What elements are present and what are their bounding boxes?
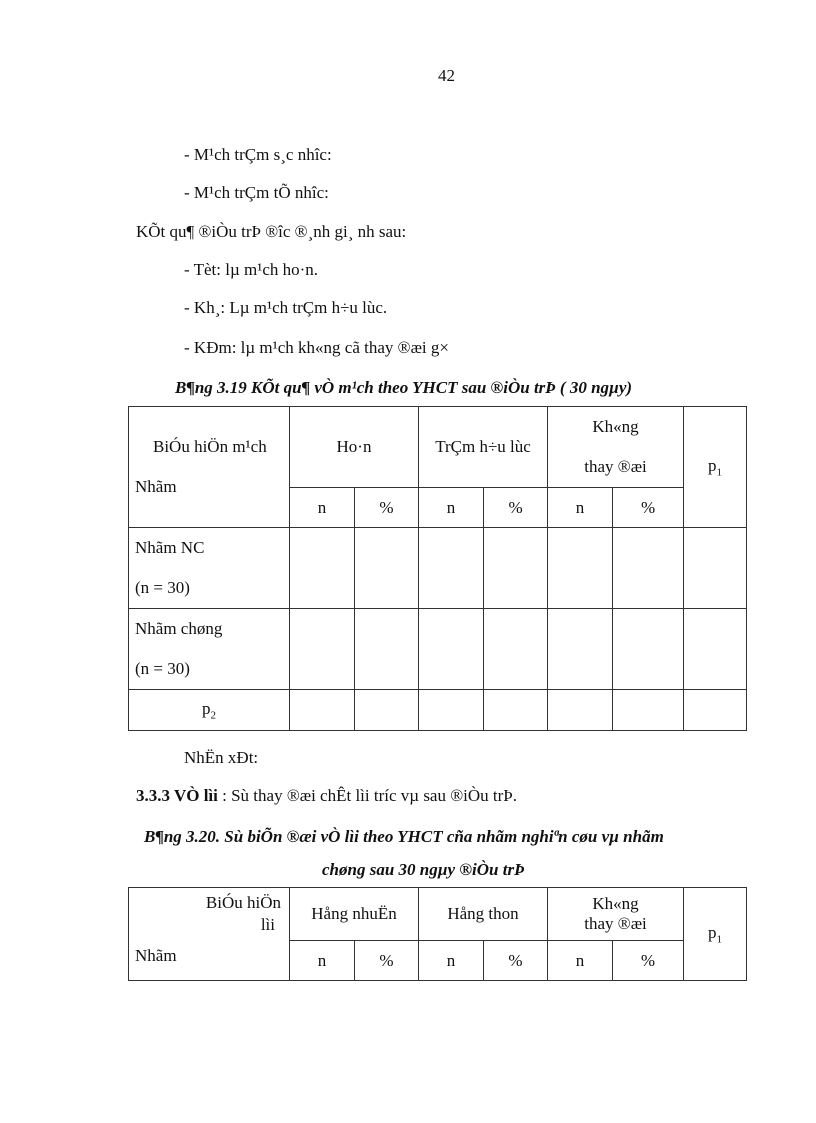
table-cell: [684, 528, 747, 609]
table2-n-header: n: [548, 941, 613, 981]
table-cell: [548, 690, 613, 731]
text-line: - KÐm: lµ m¹ch kh«ng cã thay ®æi g×: [184, 338, 449, 357]
table2-n-header: n: [290, 941, 355, 981]
table2-caption-line1: B¶ng 3.20. Sù biÕn ®æi vÒ lìi theo YHCT cña nhãm nghiªn cøu vµ nhãm: [144, 827, 664, 846]
table-cell: [613, 528, 684, 609]
text-line: - Tèt: lµ m¹ch ho·n.: [184, 260, 319, 279]
table-cell: [484, 528, 548, 609]
section-text: : Sù thay ®æi chÊt lìi tríc vµ sau ®iÒu trÞ.: [217, 786, 517, 805]
text-line: - M¹ch trÇm tÕ nhîc:: [184, 183, 329, 202]
table-cell: [290, 609, 355, 690]
table-cell: [355, 609, 419, 690]
table2-caption-line2: chøng sau 30 ngµy ®iÒu trÞ: [322, 860, 525, 879]
table-cell: [684, 609, 747, 690]
table-cell: [484, 609, 548, 690]
table1-n-header: n: [419, 488, 484, 528]
text-line: KÕt qu¶ ®iÒu trÞ ®îc ®¸nh gi¸ nh sau:: [136, 222, 407, 241]
table-cell: [290, 528, 355, 609]
table-cell: [355, 690, 419, 731]
page-number: 42: [438, 66, 455, 85]
table1-pct-header: %: [355, 488, 419, 528]
table1-n-header: n: [548, 488, 613, 528]
table1-n-header: n: [290, 488, 355, 528]
table1-group-header: Ho·n: [290, 407, 419, 488]
table2-pct-header: %: [355, 941, 419, 981]
table-cell: [484, 690, 548, 731]
table-cell: [290, 690, 355, 731]
table2-group-header: Hång nhuËn: [290, 888, 419, 941]
table2-pct-header: %: [613, 941, 684, 981]
table2-p1-header: $p_1$: [684, 888, 747, 981]
text-line: - M¹ch trÇm s¸c nhîc:: [184, 145, 332, 164]
text-line: - Kh¸: Lµ m¹ch trÇm h÷u lùc.: [184, 298, 388, 317]
table-cell: [613, 609, 684, 690]
table1-pct-header: %: [484, 488, 548, 528]
table-cell: [419, 609, 484, 690]
remark-label: NhËn xÐt:: [184, 748, 259, 767]
table1-corner-bottom: Nhãm: [135, 477, 177, 496]
table2-corner-top: BiÓu hiÖn: [205, 893, 281, 912]
table2: [128, 887, 747, 981]
table1-row-header: Nhãm NC (n = 30): [129, 528, 290, 609]
table-cell: [419, 690, 484, 731]
table1-row-header: Nhãm chøng (n = 30): [129, 609, 290, 690]
table-cell: [684, 690, 747, 731]
section-heading: [136, 786, 517, 806]
table1-caption: B¶ng 3.19 KÕt qu¶ vÒ m¹ch theo YHCT sau ®iÒu trÞ ( 30 ngµy): [175, 378, 633, 397]
table2-n-header: n: [419, 941, 484, 981]
table2-group-header: Kh«ng thay ®æi: [548, 888, 684, 941]
section-number: 3.3.3 VÒ lìi: [136, 786, 218, 805]
table-cell: [548, 609, 613, 690]
table1-group-header: TrÇm h÷u lùc: [419, 407, 548, 488]
table-cell: [548, 528, 613, 609]
table-cell: [613, 690, 684, 731]
table2-corner-cell: [129, 888, 290, 981]
table1-group-header: Kh«ng thay ®æi: [548, 407, 684, 488]
table2-corner-top: lìi: [260, 915, 275, 934]
table1-corner-top: BiÓu hiÖn m¹ch: [153, 437, 267, 456]
table-cell: [419, 528, 484, 609]
table1-p1-header: $p_1$: [684, 407, 747, 528]
table1-pct-header: %: [613, 488, 684, 528]
table1-corner-cell: [129, 407, 290, 528]
table2-group-header: Hång thon: [419, 888, 548, 941]
table1-p2-label: $p_2$: [129, 690, 290, 731]
table1: [128, 406, 747, 731]
table2-pct-header: %: [484, 941, 548, 981]
table2-corner-bottom: Nhãm: [135, 946, 177, 965]
table-cell: [355, 528, 419, 609]
